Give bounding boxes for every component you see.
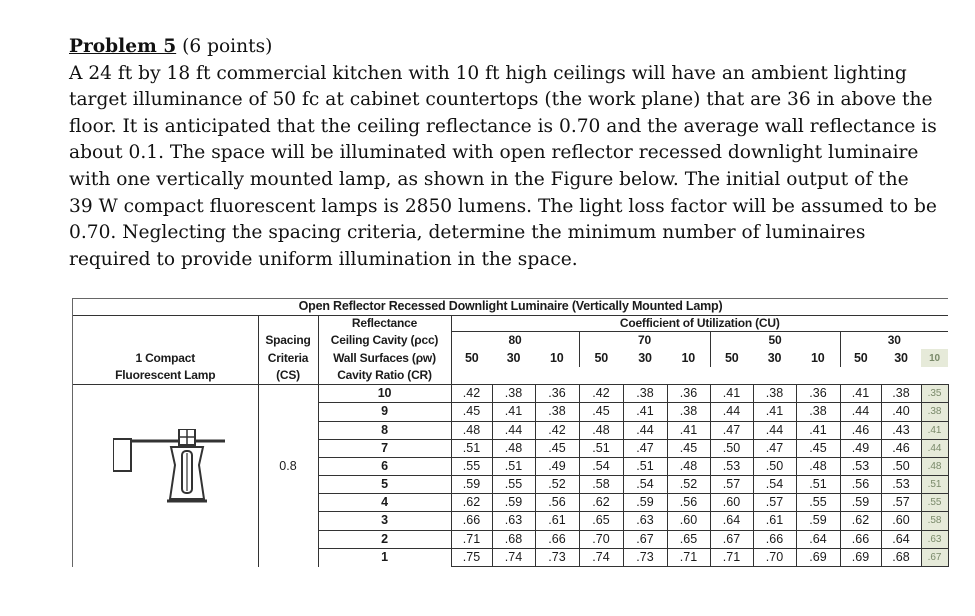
cu-cell: .68: [492, 530, 535, 548]
cu-cell: .47: [753, 439, 796, 457]
cu-cell: .35: [921, 385, 948, 403]
cu-cell: .50: [881, 457, 921, 475]
cu-cell: .44: [623, 421, 667, 439]
cu-cell: .45: [535, 439, 579, 457]
cu-cell: .60: [881, 512, 921, 530]
cu-cell: .68: [881, 548, 921, 566]
cu-cell: .66: [451, 512, 492, 530]
wall-reflectance-10: 30: [894, 350, 908, 365]
spacing-label-3: (CS): [258, 367, 318, 385]
cu-cell: .51: [579, 439, 623, 457]
cu-cell: .44: [710, 403, 753, 421]
cu-cell: .41: [840, 385, 881, 403]
cu-cell: .38: [535, 403, 579, 421]
problem-line-5: with one vertically mounted lamp, as shown in the Figure below. The initial output of the: [69, 168, 909, 190]
cavity-ratio-cell: 1: [318, 548, 451, 566]
cavity-ratio-cell: 5: [318, 476, 451, 494]
cu-cell: .71: [710, 548, 753, 566]
cu-cell: .49: [840, 439, 881, 457]
cu-cell: .69: [796, 548, 840, 566]
cu-cell: .46: [881, 439, 921, 457]
cu-table-image: [72, 298, 948, 567]
cu-cell: .63: [492, 512, 535, 530]
cu-cell: .48: [451, 421, 492, 439]
cu-cell: .70: [579, 530, 623, 548]
spacing-label-2: Criteria: [258, 349, 318, 367]
table-title: Open Reflector Recessed Downlight Luminaire (Vertically Mounted Lamp): [73, 299, 948, 315]
cu-cell: .61: [535, 512, 579, 530]
cu-cell: .42: [451, 385, 492, 403]
cu-cell: .36: [796, 385, 840, 403]
wall-reflectance-11: 10: [921, 349, 948, 367]
cu-cell: .67: [710, 530, 753, 548]
cu-cell: .75: [451, 548, 492, 566]
cu-cell: .55: [921, 494, 948, 512]
cu-cell: .48: [796, 457, 840, 475]
cu-cell: .42: [579, 385, 623, 403]
cavity-ratio-cell: 6: [318, 457, 451, 475]
problem-title: Problem 5: [69, 36, 177, 57]
cu-cell: .41: [623, 403, 667, 421]
cu-cell: .59: [840, 494, 881, 512]
cu-cell: .38: [753, 385, 796, 403]
cu-cell: .52: [535, 476, 579, 494]
wall-surfaces-label: Wall Surfaces (ρw): [318, 349, 451, 367]
table-row: [73, 385, 948, 403]
cu-cell: .61: [753, 512, 796, 530]
cu-cell: .38: [921, 403, 948, 421]
cu-cell: .41: [921, 421, 948, 439]
problem-heading: [69, 34, 959, 61]
cavity-ratio-cell: 3: [318, 512, 451, 530]
cu-cell: .59: [451, 476, 492, 494]
cu-cell: .41: [796, 421, 840, 439]
cu-cell: .45: [579, 403, 623, 421]
table-row: [73, 548, 948, 566]
cu-cell: .55: [492, 476, 535, 494]
wall-reflectance-4: 30: [638, 350, 652, 365]
wall-reflectance-1: 30: [506, 350, 521, 365]
recessed-downlight-luminaire-icon: [113, 429, 243, 514]
cu-cell: .59: [623, 494, 667, 512]
cu-cell: .46: [840, 421, 881, 439]
cu-cell: .58: [579, 476, 623, 494]
cu-cell: .71: [667, 548, 710, 566]
cu-cell: .48: [667, 457, 710, 475]
cu-cell: .59: [796, 512, 840, 530]
cu-cell: .51: [623, 457, 667, 475]
cu-cell: .38: [796, 403, 840, 421]
cavity-ratio-cell: 10: [318, 385, 451, 403]
cu-cell: .65: [579, 512, 623, 530]
cu-cell: .73: [535, 548, 579, 566]
problem-line-7: 0.70. Neglecting the spacing criteria, determine the minimum number of luminaires: [69, 222, 866, 244]
cu-cell: .43: [881, 421, 921, 439]
cu-cell: .64: [710, 512, 753, 530]
cu-cell: .73: [623, 548, 667, 566]
wall-reflectance-0: 50: [451, 349, 492, 367]
cu-cell: .53: [710, 457, 753, 475]
problem-statement: [69, 34, 959, 273]
cu-cell: .55: [451, 457, 492, 475]
cu-cell: .44: [492, 421, 535, 439]
wall-reflectance-2: 10: [535, 349, 579, 367]
cu-cell: .44: [753, 421, 796, 439]
cu-cell: .48: [492, 439, 535, 457]
cu-cell: .53: [881, 476, 921, 494]
ceiling-cavity-label: Ceiling Cavity (ρcc): [318, 332, 451, 350]
cu-cell: .67: [921, 548, 948, 566]
cu-cell: .49: [535, 457, 579, 475]
spacing-label-1: Spacing: [258, 332, 318, 350]
cu-cell: .62: [840, 512, 881, 530]
reflectance-label: Reflectance: [318, 315, 451, 332]
cu-cell: .45: [451, 403, 492, 421]
cu-cell: .42: [535, 421, 579, 439]
cu-cell: .48: [921, 457, 948, 475]
problem-line-6: 39 W compact fluorescent lamps is 2850 lumens. The light loss factor will be assumed to be: [69, 195, 937, 217]
cu-cell: .51: [492, 457, 535, 475]
cavity-ratio-cell: 2: [318, 530, 451, 548]
cu-cell: .62: [579, 494, 623, 512]
problem-line-2: target illuminance of 50 fc at cabinet countertops (the work plane) that are 36 in above the: [69, 89, 933, 111]
cu-cell: .53: [840, 457, 881, 475]
cavity-ratio-cell: 8: [318, 421, 451, 439]
cu-cell: .51: [796, 476, 840, 494]
cu-cell: .45: [667, 439, 710, 457]
cu-cell: .41: [667, 421, 710, 439]
cu-cell: .57: [881, 494, 921, 512]
wall-reflectance-3: 50: [579, 349, 623, 367]
cu-cell: .60: [710, 494, 753, 512]
lamp-label-2: Fluorescent Lamp: [73, 367, 258, 385]
wall-reflectance-6: 50: [710, 349, 753, 367]
cu-cell: .62: [451, 494, 492, 512]
cu-cell: .50: [753, 457, 796, 475]
table-row: [73, 530, 948, 548]
cu-cell: .36: [667, 385, 710, 403]
cu-cell: .69: [840, 548, 881, 566]
cu-cell: .57: [710, 476, 753, 494]
cu-cell: .54: [623, 476, 667, 494]
cu-cell: .66: [753, 530, 796, 548]
ceiling-group-80: 80: [451, 332, 579, 350]
wall-reflectance-5: 10: [667, 349, 710, 367]
table-row: [73, 403, 948, 421]
table-row: [73, 512, 948, 530]
cu-cell: .47: [623, 439, 667, 457]
problem-line-8: required to provide uniform illumination in the space.: [69, 248, 578, 270]
cavity-ratio-cell: 7: [318, 439, 451, 457]
cu-cell: .64: [796, 530, 840, 548]
cu-cell: .56: [667, 494, 710, 512]
cu-cell: .63: [921, 530, 948, 548]
spacing-criteria-value: 0.8: [258, 457, 318, 475]
cu-cell: .56: [840, 476, 881, 494]
cu-cell: .71: [451, 530, 492, 548]
lamp-label-1: 1 Compact: [73, 349, 258, 367]
cavity-ratio-label: Cavity Ratio (CR): [318, 367, 451, 385]
cu-cell: .65: [667, 530, 710, 548]
cu-cell: .51: [921, 476, 948, 494]
ceiling-group-30: 30: [840, 332, 948, 350]
problem-line-1: A 24 ft by 18 ft commercial kitchen with 10 ft high ceilings will have an ambient lighting: [69, 62, 907, 84]
cu-cell: .54: [753, 476, 796, 494]
cu-cell: .54: [579, 457, 623, 475]
problem-line-3: floor. It is anticipated that the ceiling reflectance is 0.70 and the average wall reflectance is: [69, 115, 937, 137]
ceiling-group-70: 70: [579, 332, 710, 350]
cu-cell: .40: [881, 403, 921, 421]
ceiling-group-50: 50: [710, 332, 840, 350]
cu-cell: .63: [623, 512, 667, 530]
cu-cell: .50: [710, 439, 753, 457]
cu-cell: .41: [492, 403, 535, 421]
cu-cell: .74: [579, 548, 623, 566]
cu-cell: .38: [492, 385, 535, 403]
problem-line-4: about 0.1. The space will be illuminated with open reflector recessed downlight luminaire: [69, 142, 919, 164]
cu-cell: .48: [579, 421, 623, 439]
cu-cell: .38: [623, 385, 667, 403]
wall-reflectance-7: 30: [767, 350, 782, 365]
cu-cell: .67: [623, 530, 667, 548]
cu-cell: .38: [667, 403, 710, 421]
cu-cell: .64: [881, 530, 921, 548]
cavity-ratio-cell: 9: [318, 403, 451, 421]
cu-cell: .41: [710, 385, 753, 403]
cu-cell: .60: [667, 512, 710, 530]
cu-cell: .66: [535, 530, 579, 548]
cavity-ratio-cell: 4: [318, 494, 451, 512]
cu-cell: .41: [753, 403, 796, 421]
cu-cell: .55: [796, 494, 840, 512]
problem-points: (6 points): [182, 36, 273, 57]
cu-cell: .66: [840, 530, 881, 548]
cu-cell: .56: [535, 494, 579, 512]
cu-cell: .36: [535, 385, 579, 403]
wall-reflectance-9: 50: [840, 349, 881, 367]
cu-cell: .38: [881, 385, 921, 403]
cu-cell: .44: [840, 403, 881, 421]
wall-reflectance-8: 10: [796, 349, 840, 367]
cu-label: Coefficient of Utilization (CU): [619, 315, 780, 330]
cu-cell: .70: [753, 548, 796, 566]
cu-cell: .45: [796, 439, 840, 457]
cu-cell: .74: [492, 548, 535, 566]
cu-cell: .52: [667, 476, 710, 494]
cu-cell: .58: [921, 512, 948, 530]
cu-cell: .51: [451, 439, 492, 457]
cu-cell: .44: [921, 439, 948, 457]
cu-cell: .57: [753, 494, 796, 512]
cu-cell: .47: [710, 421, 753, 439]
cu-cell: .59: [492, 494, 535, 512]
